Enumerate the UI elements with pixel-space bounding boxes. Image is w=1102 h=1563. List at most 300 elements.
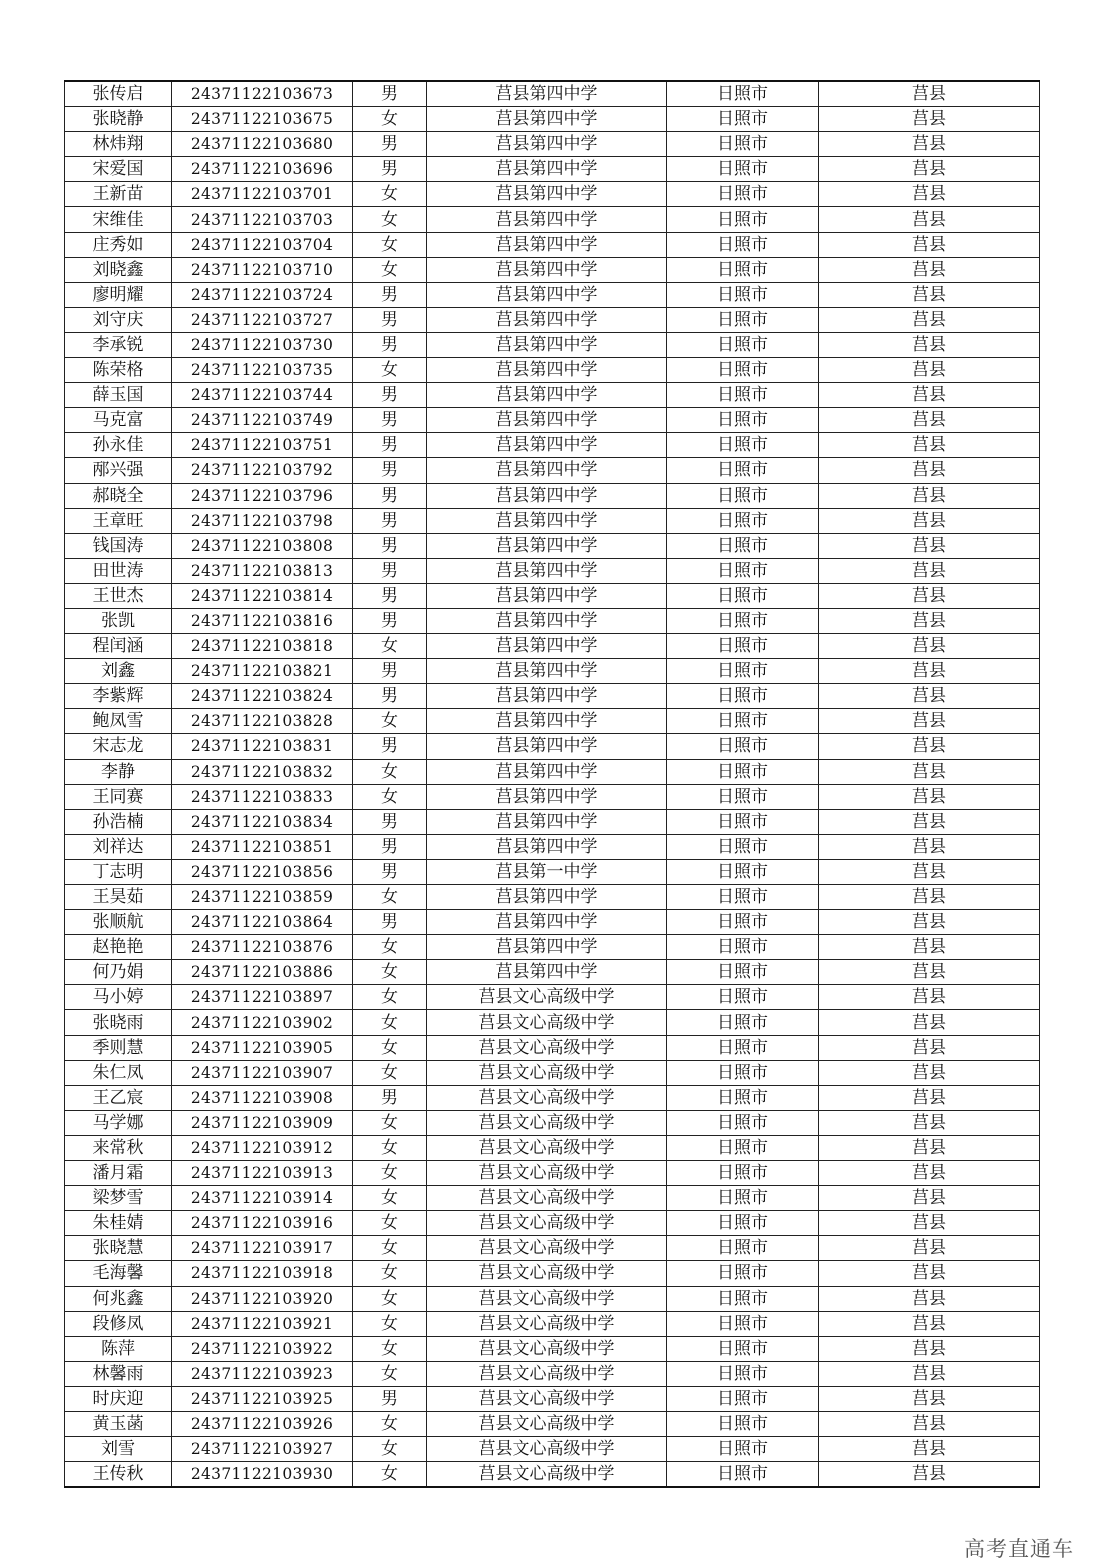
table-row	[65, 132, 1040, 157]
city-cell: 日照市	[667, 935, 819, 960]
school-cell: 莒县第四中学	[427, 608, 667, 633]
school-cell: 莒县文心高级中学	[427, 1010, 667, 1035]
county-cell: 莒县	[819, 1261, 1040, 1286]
county-cell: 莒县	[819, 734, 1040, 759]
table-row	[65, 1386, 1040, 1411]
name-cell: 宋维佳	[65, 207, 172, 232]
school-cell: 莒县第四中学	[427, 207, 667, 232]
city-cell: 日照市	[667, 1286, 819, 1311]
school-cell: 莒县文心高级中学	[427, 1035, 667, 1060]
school-cell: 莒县文心高级中学	[427, 1336, 667, 1361]
county-cell: 莒县	[819, 1361, 1040, 1386]
gender-cell: 男	[353, 583, 427, 608]
city-cell: 日照市	[667, 734, 819, 759]
table-row	[65, 1186, 1040, 1211]
school-cell: 莒县第四中学	[427, 433, 667, 458]
table-row	[65, 1135, 1040, 1160]
city-cell: 日照市	[667, 608, 819, 633]
school-cell: 莒县第四中学	[427, 834, 667, 859]
gender-cell: 女	[353, 1186, 427, 1211]
city-cell: 日照市	[667, 1110, 819, 1135]
gender-cell: 男	[353, 332, 427, 357]
name-cell: 时庆迎	[65, 1386, 172, 1411]
gender-cell: 女	[353, 1236, 427, 1261]
gender-cell: 男	[353, 910, 427, 935]
gender-cell: 女	[353, 358, 427, 383]
name-cell: 廖明耀	[65, 282, 172, 307]
table-row	[65, 332, 1040, 357]
exam-id-cell: 24371122103727	[172, 307, 353, 332]
table-row	[65, 408, 1040, 433]
gender-cell: 男	[353, 1085, 427, 1110]
city-cell: 日照市	[667, 1462, 819, 1488]
school-cell: 莒县第四中学	[427, 634, 667, 659]
gender-cell: 男	[353, 533, 427, 558]
school-cell: 莒县第四中学	[427, 307, 667, 332]
gender-cell: 女	[353, 1336, 427, 1361]
table-row	[65, 759, 1040, 784]
table-row	[65, 834, 1040, 859]
table-row	[65, 282, 1040, 307]
gender-cell: 女	[353, 885, 427, 910]
city-cell: 日照市	[667, 659, 819, 684]
county-cell: 莒县	[819, 583, 1040, 608]
table-row	[65, 383, 1040, 408]
exam-id-cell: 24371122103859	[172, 885, 353, 910]
county-cell: 莒县	[819, 458, 1040, 483]
table-row	[65, 1311, 1040, 1336]
name-cell: 刘祥达	[65, 834, 172, 859]
school-cell: 莒县文心高级中学	[427, 985, 667, 1010]
school-cell: 莒县文心高级中学	[427, 1085, 667, 1110]
city-cell: 日照市	[667, 207, 819, 232]
city-cell: 日照市	[667, 332, 819, 357]
school-cell: 莒县第四中学	[427, 332, 667, 357]
gender-cell: 男	[353, 157, 427, 182]
county-cell: 莒县	[819, 1462, 1040, 1488]
gender-cell: 男	[353, 458, 427, 483]
table-row	[65, 1261, 1040, 1286]
table-row	[65, 182, 1040, 207]
exam-id-cell: 24371122103832	[172, 759, 353, 784]
table-row	[65, 1085, 1040, 1110]
city-cell: 日照市	[667, 885, 819, 910]
name-cell: 来常秋	[65, 1135, 172, 1160]
county-cell: 莒县	[819, 182, 1040, 207]
table-row	[65, 1211, 1040, 1236]
name-cell: 张传启	[65, 81, 172, 107]
city-cell: 日照市	[667, 433, 819, 458]
table-row	[65, 533, 1040, 558]
gender-cell: 男	[353, 834, 427, 859]
county-cell: 莒县	[819, 107, 1040, 132]
exam-id-cell: 24371122103796	[172, 483, 353, 508]
name-cell: 何兆鑫	[65, 1286, 172, 1311]
exam-id-cell: 24371122103926	[172, 1411, 353, 1436]
roster-table	[64, 80, 1040, 1488]
school-cell: 莒县文心高级中学	[427, 1261, 667, 1286]
table-row	[65, 81, 1040, 107]
school-cell: 莒县文心高级中学	[427, 1437, 667, 1462]
name-cell: 梁梦雪	[65, 1186, 172, 1211]
name-cell: 马学娜	[65, 1110, 172, 1135]
city-cell: 日照市	[667, 1186, 819, 1211]
exam-id-cell: 24371122103808	[172, 533, 353, 558]
county-cell: 莒县	[819, 508, 1040, 533]
gender-cell: 男	[353, 608, 427, 633]
school-cell: 莒县第四中学	[427, 232, 667, 257]
table-row	[65, 483, 1040, 508]
school-cell: 莒县文心高级中学	[427, 1311, 667, 1336]
exam-id-cell: 24371122103909	[172, 1110, 353, 1135]
school-cell: 莒县文心高级中学	[427, 1161, 667, 1186]
exam-id-cell: 24371122103856	[172, 859, 353, 884]
table-row	[65, 508, 1040, 533]
school-cell: 莒县第四中学	[427, 182, 667, 207]
exam-id-cell: 24371122103816	[172, 608, 353, 633]
exam-id-cell: 24371122103696	[172, 157, 353, 182]
gender-cell: 男	[353, 558, 427, 583]
school-cell: 莒县文心高级中学	[427, 1186, 667, 1211]
city-cell: 日照市	[667, 81, 819, 107]
school-cell: 莒县第四中学	[427, 107, 667, 132]
school-cell: 莒县第四中学	[427, 935, 667, 960]
gender-cell: 女	[353, 232, 427, 257]
gender-cell: 女	[353, 1462, 427, 1488]
name-cell: 赵艳艳	[65, 935, 172, 960]
county-cell: 莒县	[819, 885, 1040, 910]
school-cell: 莒县第四中学	[427, 784, 667, 809]
exam-id-cell: 24371122103912	[172, 1135, 353, 1160]
county-cell: 莒县	[819, 1060, 1040, 1085]
exam-id-cell: 24371122103735	[172, 358, 353, 383]
school-cell: 莒县文心高级中学	[427, 1286, 667, 1311]
exam-id-cell: 24371122103701	[172, 182, 353, 207]
exam-id-cell: 24371122103930	[172, 1462, 353, 1488]
city-cell: 日照市	[667, 834, 819, 859]
name-cell: 季则慧	[65, 1035, 172, 1060]
name-cell: 张顺航	[65, 910, 172, 935]
name-cell: 潘月霜	[65, 1161, 172, 1186]
name-cell: 朱仁凤	[65, 1060, 172, 1085]
name-cell: 林馨雨	[65, 1361, 172, 1386]
table-row	[65, 1035, 1040, 1060]
gender-cell: 男	[353, 483, 427, 508]
exam-id-cell: 24371122103927	[172, 1437, 353, 1462]
exam-id-cell: 24371122103814	[172, 583, 353, 608]
gender-cell: 男	[353, 81, 427, 107]
county-cell: 莒县	[819, 935, 1040, 960]
exam-id-cell: 24371122103834	[172, 809, 353, 834]
county-cell: 莒县	[819, 358, 1040, 383]
city-cell: 日照市	[667, 1437, 819, 1462]
name-cell: 庄秀如	[65, 232, 172, 257]
city-cell: 日照市	[667, 483, 819, 508]
table-row	[65, 232, 1040, 257]
school-cell: 莒县第四中学	[427, 734, 667, 759]
county-cell: 莒县	[819, 834, 1040, 859]
name-cell: 陈萍	[65, 1336, 172, 1361]
table-row	[65, 859, 1040, 884]
county-cell: 莒县	[819, 1311, 1040, 1336]
gender-cell: 男	[353, 659, 427, 684]
county-cell: 莒县	[819, 759, 1040, 784]
gender-cell: 女	[353, 1035, 427, 1060]
exam-id-cell: 24371122103675	[172, 107, 353, 132]
school-cell: 莒县第四中学	[427, 910, 667, 935]
gender-cell: 女	[353, 709, 427, 734]
city-cell: 日照市	[667, 282, 819, 307]
name-cell: 田世涛	[65, 558, 172, 583]
county-cell: 莒县	[819, 859, 1040, 884]
county-cell: 莒县	[819, 659, 1040, 684]
city-cell: 日照市	[667, 1261, 819, 1286]
county-cell: 莒县	[819, 634, 1040, 659]
city-cell: 日照市	[667, 985, 819, 1010]
city-cell: 日照市	[667, 1211, 819, 1236]
exam-id-cell: 24371122103824	[172, 684, 353, 709]
city-cell: 日照市	[667, 307, 819, 332]
name-cell: 陈荣格	[65, 358, 172, 383]
city-cell: 日照市	[667, 1010, 819, 1035]
city-cell: 日照市	[667, 232, 819, 257]
name-cell: 毛海馨	[65, 1261, 172, 1286]
school-cell: 莒县第四中学	[427, 508, 667, 533]
school-cell: 莒县第四中学	[427, 408, 667, 433]
name-cell: 王同赛	[65, 784, 172, 809]
exam-id-cell: 24371122103833	[172, 784, 353, 809]
gender-cell: 男	[353, 809, 427, 834]
table-row	[65, 1336, 1040, 1361]
city-cell: 日照市	[667, 634, 819, 659]
table-row	[65, 910, 1040, 935]
name-cell: 邴兴强	[65, 458, 172, 483]
exam-id-cell: 24371122103864	[172, 910, 353, 935]
exam-id-cell: 24371122103680	[172, 132, 353, 157]
school-cell: 莒县第四中学	[427, 383, 667, 408]
county-cell: 莒县	[819, 1035, 1040, 1060]
city-cell: 日照市	[667, 759, 819, 784]
exam-id-cell: 24371122103925	[172, 1386, 353, 1411]
name-cell: 段修凤	[65, 1311, 172, 1336]
city-cell: 日照市	[667, 960, 819, 985]
county-cell: 莒县	[819, 1437, 1040, 1462]
name-cell: 刘雪	[65, 1437, 172, 1462]
city-cell: 日照市	[667, 182, 819, 207]
exam-id-cell: 24371122103886	[172, 960, 353, 985]
city-cell: 日照市	[667, 859, 819, 884]
exam-id-cell: 24371122103916	[172, 1211, 353, 1236]
county-cell: 莒县	[819, 1010, 1040, 1035]
county-cell: 莒县	[819, 1336, 1040, 1361]
gender-cell: 女	[353, 985, 427, 1010]
county-cell: 莒县	[819, 1085, 1040, 1110]
name-cell: 林炜翔	[65, 132, 172, 157]
city-cell: 日照市	[667, 1236, 819, 1261]
school-cell: 莒县第四中学	[427, 709, 667, 734]
school-cell: 莒县第四中学	[427, 659, 667, 684]
name-cell: 钱国涛	[65, 533, 172, 558]
gender-cell: 女	[353, 960, 427, 985]
gender-cell: 女	[353, 935, 427, 960]
city-cell: 日照市	[667, 408, 819, 433]
name-cell: 张凯	[65, 608, 172, 633]
exam-id-cell: 24371122103918	[172, 1261, 353, 1286]
name-cell: 王乙宸	[65, 1085, 172, 1110]
exam-id-cell: 24371122103897	[172, 985, 353, 1010]
county-cell: 莒县	[819, 81, 1040, 107]
city-cell: 日照市	[667, 458, 819, 483]
gender-cell: 男	[353, 383, 427, 408]
city-cell: 日照市	[667, 709, 819, 734]
county-cell: 莒县	[819, 282, 1040, 307]
county-cell: 莒县	[819, 257, 1040, 282]
gender-cell: 女	[353, 1010, 427, 1035]
name-cell: 王传秋	[65, 1462, 172, 1488]
county-cell: 莒县	[819, 1411, 1040, 1436]
gender-cell: 男	[353, 1386, 427, 1411]
table-row	[65, 1010, 1040, 1035]
county-cell: 莒县	[819, 408, 1040, 433]
gender-cell: 男	[353, 684, 427, 709]
name-cell: 王新苗	[65, 182, 172, 207]
gender-cell: 女	[353, 257, 427, 282]
table-row	[65, 583, 1040, 608]
name-cell: 王昊茹	[65, 885, 172, 910]
name-cell: 张晓慧	[65, 1236, 172, 1261]
table-row	[65, 734, 1040, 759]
city-cell: 日照市	[667, 1060, 819, 1085]
name-cell: 孙浩楠	[65, 809, 172, 834]
table-row	[65, 885, 1040, 910]
school-cell: 莒县第四中学	[427, 759, 667, 784]
gender-cell: 男	[353, 734, 427, 759]
school-cell: 莒县文心高级中学	[427, 1135, 667, 1160]
city-cell: 日照市	[667, 784, 819, 809]
name-cell: 郝晓全	[65, 483, 172, 508]
table-row	[65, 558, 1040, 583]
city-cell: 日照市	[667, 533, 819, 558]
name-cell: 黄玉菡	[65, 1411, 172, 1436]
exam-id-cell: 24371122103813	[172, 558, 353, 583]
table-row	[65, 1110, 1040, 1135]
county-cell: 莒县	[819, 383, 1040, 408]
school-cell: 莒县文心高级中学	[427, 1462, 667, 1488]
county-cell: 莒县	[819, 684, 1040, 709]
exam-id-cell: 24371122103749	[172, 408, 353, 433]
city-cell: 日照市	[667, 809, 819, 834]
city-cell: 日照市	[667, 132, 819, 157]
exam-id-cell: 24371122103792	[172, 458, 353, 483]
city-cell: 日照市	[667, 1035, 819, 1060]
exam-id-cell: 24371122103917	[172, 1236, 353, 1261]
name-cell: 刘鑫	[65, 659, 172, 684]
school-cell: 莒县第四中学	[427, 257, 667, 282]
name-cell: 刘晓鑫	[65, 257, 172, 282]
table-row	[65, 684, 1040, 709]
school-cell: 莒县第一中学	[427, 859, 667, 884]
gender-cell: 男	[353, 408, 427, 433]
name-cell: 刘守庆	[65, 307, 172, 332]
county-cell: 莒县	[819, 985, 1040, 1010]
city-cell: 日照市	[667, 910, 819, 935]
county-cell: 莒县	[819, 709, 1040, 734]
school-cell: 莒县第四中学	[427, 458, 667, 483]
school-cell: 莒县文心高级中学	[427, 1211, 667, 1236]
exam-id-cell: 24371122103710	[172, 257, 353, 282]
city-cell: 日照市	[667, 358, 819, 383]
table-row	[65, 207, 1040, 232]
gender-cell: 女	[353, 182, 427, 207]
school-cell: 莒县文心高级中学	[427, 1411, 667, 1436]
gender-cell: 男	[353, 132, 427, 157]
gender-cell: 女	[353, 1286, 427, 1311]
table-row	[65, 1462, 1040, 1488]
city-cell: 日照市	[667, 1085, 819, 1110]
exam-id-cell: 24371122103818	[172, 634, 353, 659]
table-row	[65, 935, 1040, 960]
county-cell: 莒县	[819, 232, 1040, 257]
exam-id-cell: 24371122103704	[172, 232, 353, 257]
table-row	[65, 985, 1040, 1010]
gender-cell: 女	[353, 1060, 427, 1085]
name-cell: 李紫辉	[65, 684, 172, 709]
school-cell: 莒县文心高级中学	[427, 1386, 667, 1411]
table-row	[65, 709, 1040, 734]
name-cell: 宋爱国	[65, 157, 172, 182]
school-cell: 莒县文心高级中学	[427, 1361, 667, 1386]
school-cell: 莒县文心高级中学	[427, 1110, 667, 1135]
county-cell: 莒县	[819, 1286, 1040, 1311]
school-cell: 莒县第四中学	[427, 558, 667, 583]
gender-cell: 女	[353, 784, 427, 809]
gender-cell: 女	[353, 759, 427, 784]
name-cell: 朱桂婧	[65, 1211, 172, 1236]
gender-cell: 女	[353, 1361, 427, 1386]
table-row	[65, 1361, 1040, 1386]
table-row	[65, 1161, 1040, 1186]
gender-cell: 女	[353, 1311, 427, 1336]
name-cell: 李静	[65, 759, 172, 784]
city-cell: 日照市	[667, 558, 819, 583]
city-cell: 日照市	[667, 583, 819, 608]
exam-id-cell: 24371122103921	[172, 1311, 353, 1336]
county-cell: 莒县	[819, 1135, 1040, 1160]
county-cell: 莒县	[819, 809, 1040, 834]
gender-cell: 女	[353, 634, 427, 659]
county-cell: 莒县	[819, 1161, 1040, 1186]
school-cell: 莒县第四中学	[427, 533, 667, 558]
name-cell: 孙永佳	[65, 433, 172, 458]
county-cell: 莒县	[819, 608, 1040, 633]
city-cell: 日照市	[667, 257, 819, 282]
name-cell: 马克富	[65, 408, 172, 433]
gender-cell: 男	[353, 859, 427, 884]
table-row	[65, 157, 1040, 182]
name-cell: 鲍凤雪	[65, 709, 172, 734]
exam-id-cell: 24371122103913	[172, 1161, 353, 1186]
school-cell: 莒县第四中学	[427, 282, 667, 307]
exam-id-cell: 24371122103744	[172, 383, 353, 408]
roster-body	[65, 81, 1040, 1487]
table-row	[65, 659, 1040, 684]
school-cell: 莒县第四中学	[427, 132, 667, 157]
school-cell: 莒县第四中学	[427, 157, 667, 182]
county-cell: 莒县	[819, 433, 1040, 458]
city-cell: 日照市	[667, 1361, 819, 1386]
exam-id-cell: 24371122103923	[172, 1361, 353, 1386]
table-row	[65, 107, 1040, 132]
